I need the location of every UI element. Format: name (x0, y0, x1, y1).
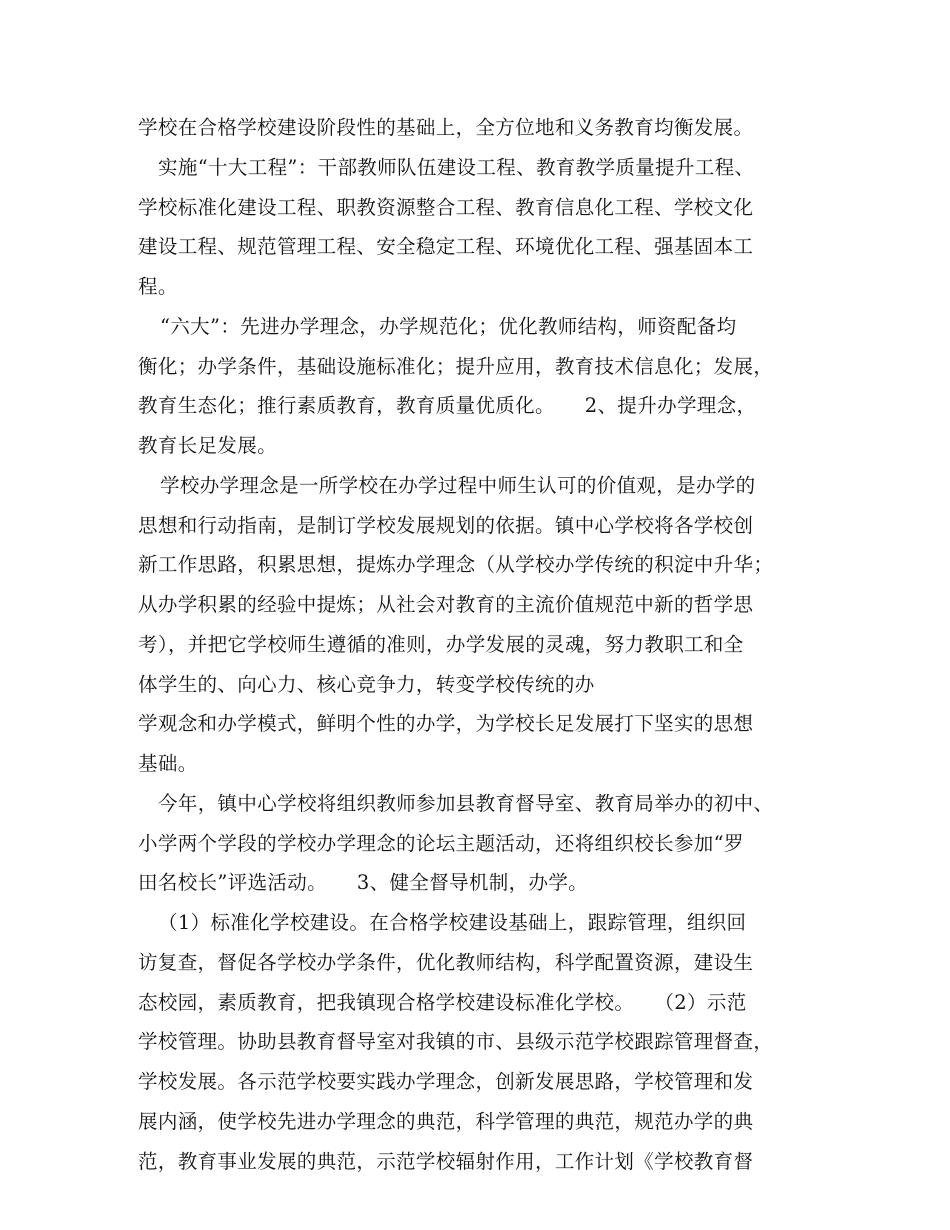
text-line: 访复查，督促各学校办学条件，优化教师结构，科学配置资源，建设生 (138, 950, 754, 974)
text-line: 新工作思路，积累思想，提炼办学理念（从学校办学传统的积淀中升华； (138, 553, 774, 577)
text-line: “六大”：先进办学理念，办学规范化；优化教师结构，师资配备均 (160, 314, 737, 338)
text-line: 衡化；办学条件，基础设施标准化；提升应用，教育技术信息化；发展， (138, 354, 774, 378)
text-line: 建设工程、规范管理工程、安全稳定工程、环境优化工程、强基固本工 (138, 235, 754, 259)
text-line: 学校标准化建设工程、职教资源整合工程、教育信息化工程、学校文化 (138, 195, 754, 219)
document-body (0, 108, 950, 1181)
text-line: 田名校长”评选活动。 3、健全督导机制，办学。 (138, 871, 589, 895)
text-line: 实施“十大工程”：干部教师队伍建设工程、教育教学质量提升工程、 (158, 155, 755, 179)
text-line: 思想和行动指南，是制订学校发展规划的依据。镇中心学校将各学校创 (138, 513, 754, 537)
text-line: 小学两个学段的学校办学理念的论坛主题活动，还将组织校长参加“罗 (138, 831, 744, 855)
text-line: 教育长足发展。 (138, 434, 277, 457)
text-line: 从办学积累的经验中提炼；从社会对教育的主流价值规范中新的哲学思 (138, 593, 754, 616)
text-line: 范，教育事业发展的典范，示范学校辐射作用，工作计划《学校教育督 (138, 1149, 754, 1173)
text-line: 学校在合格学校建设阶段性的基础上，全方位地和义务教育均衡发展。 (138, 116, 754, 139)
text-line: 今年，镇中心学校将组织教师参加县教育督导室、教育局举办的初中、 (158, 791, 774, 815)
text-line: 展内涵，使学校先进办学理念的典范，科学管理的典范，规范办学的典 (138, 1109, 754, 1133)
text-line: 教育生态化；推行素质教育，教育质量优质化。 2、提升办学理念， (138, 394, 757, 418)
text-line: 体学生的、向心力、核心竞争力，转变学校传统的办 (138, 672, 595, 696)
text-line: 基础。 (138, 752, 198, 775)
text-line: 学校管理。协助县教育督导室对我镇的市、县级示范学校跟踪管理督查， (138, 1030, 774, 1054)
text-line: 考），并把它学校师生遵循的准则，办学发展的灵魂，努力教职工和全 (138, 632, 744, 656)
text-line: （1）标准化学校建设。在合格学校建设基础上，跟踪管理，组织回 (158, 911, 747, 934)
text-line: 学校办学理念是一所学校在办学过程中师生认可的价值观，是办学的 (160, 473, 756, 497)
text-line: 程。 (138, 275, 178, 298)
text-line: 学观念和办学模式，鲜明个性的办学，为学校长足发展打下坚实的思想 (138, 712, 754, 736)
text-line: 学校发展。各示范学校要实践办学理念，创新发展思路，学校管理和发 (138, 1070, 754, 1093)
text-line: 态校园，素质教育，把我镇现合格学校建设标准化学校。 （2）示范 (138, 990, 747, 1014)
